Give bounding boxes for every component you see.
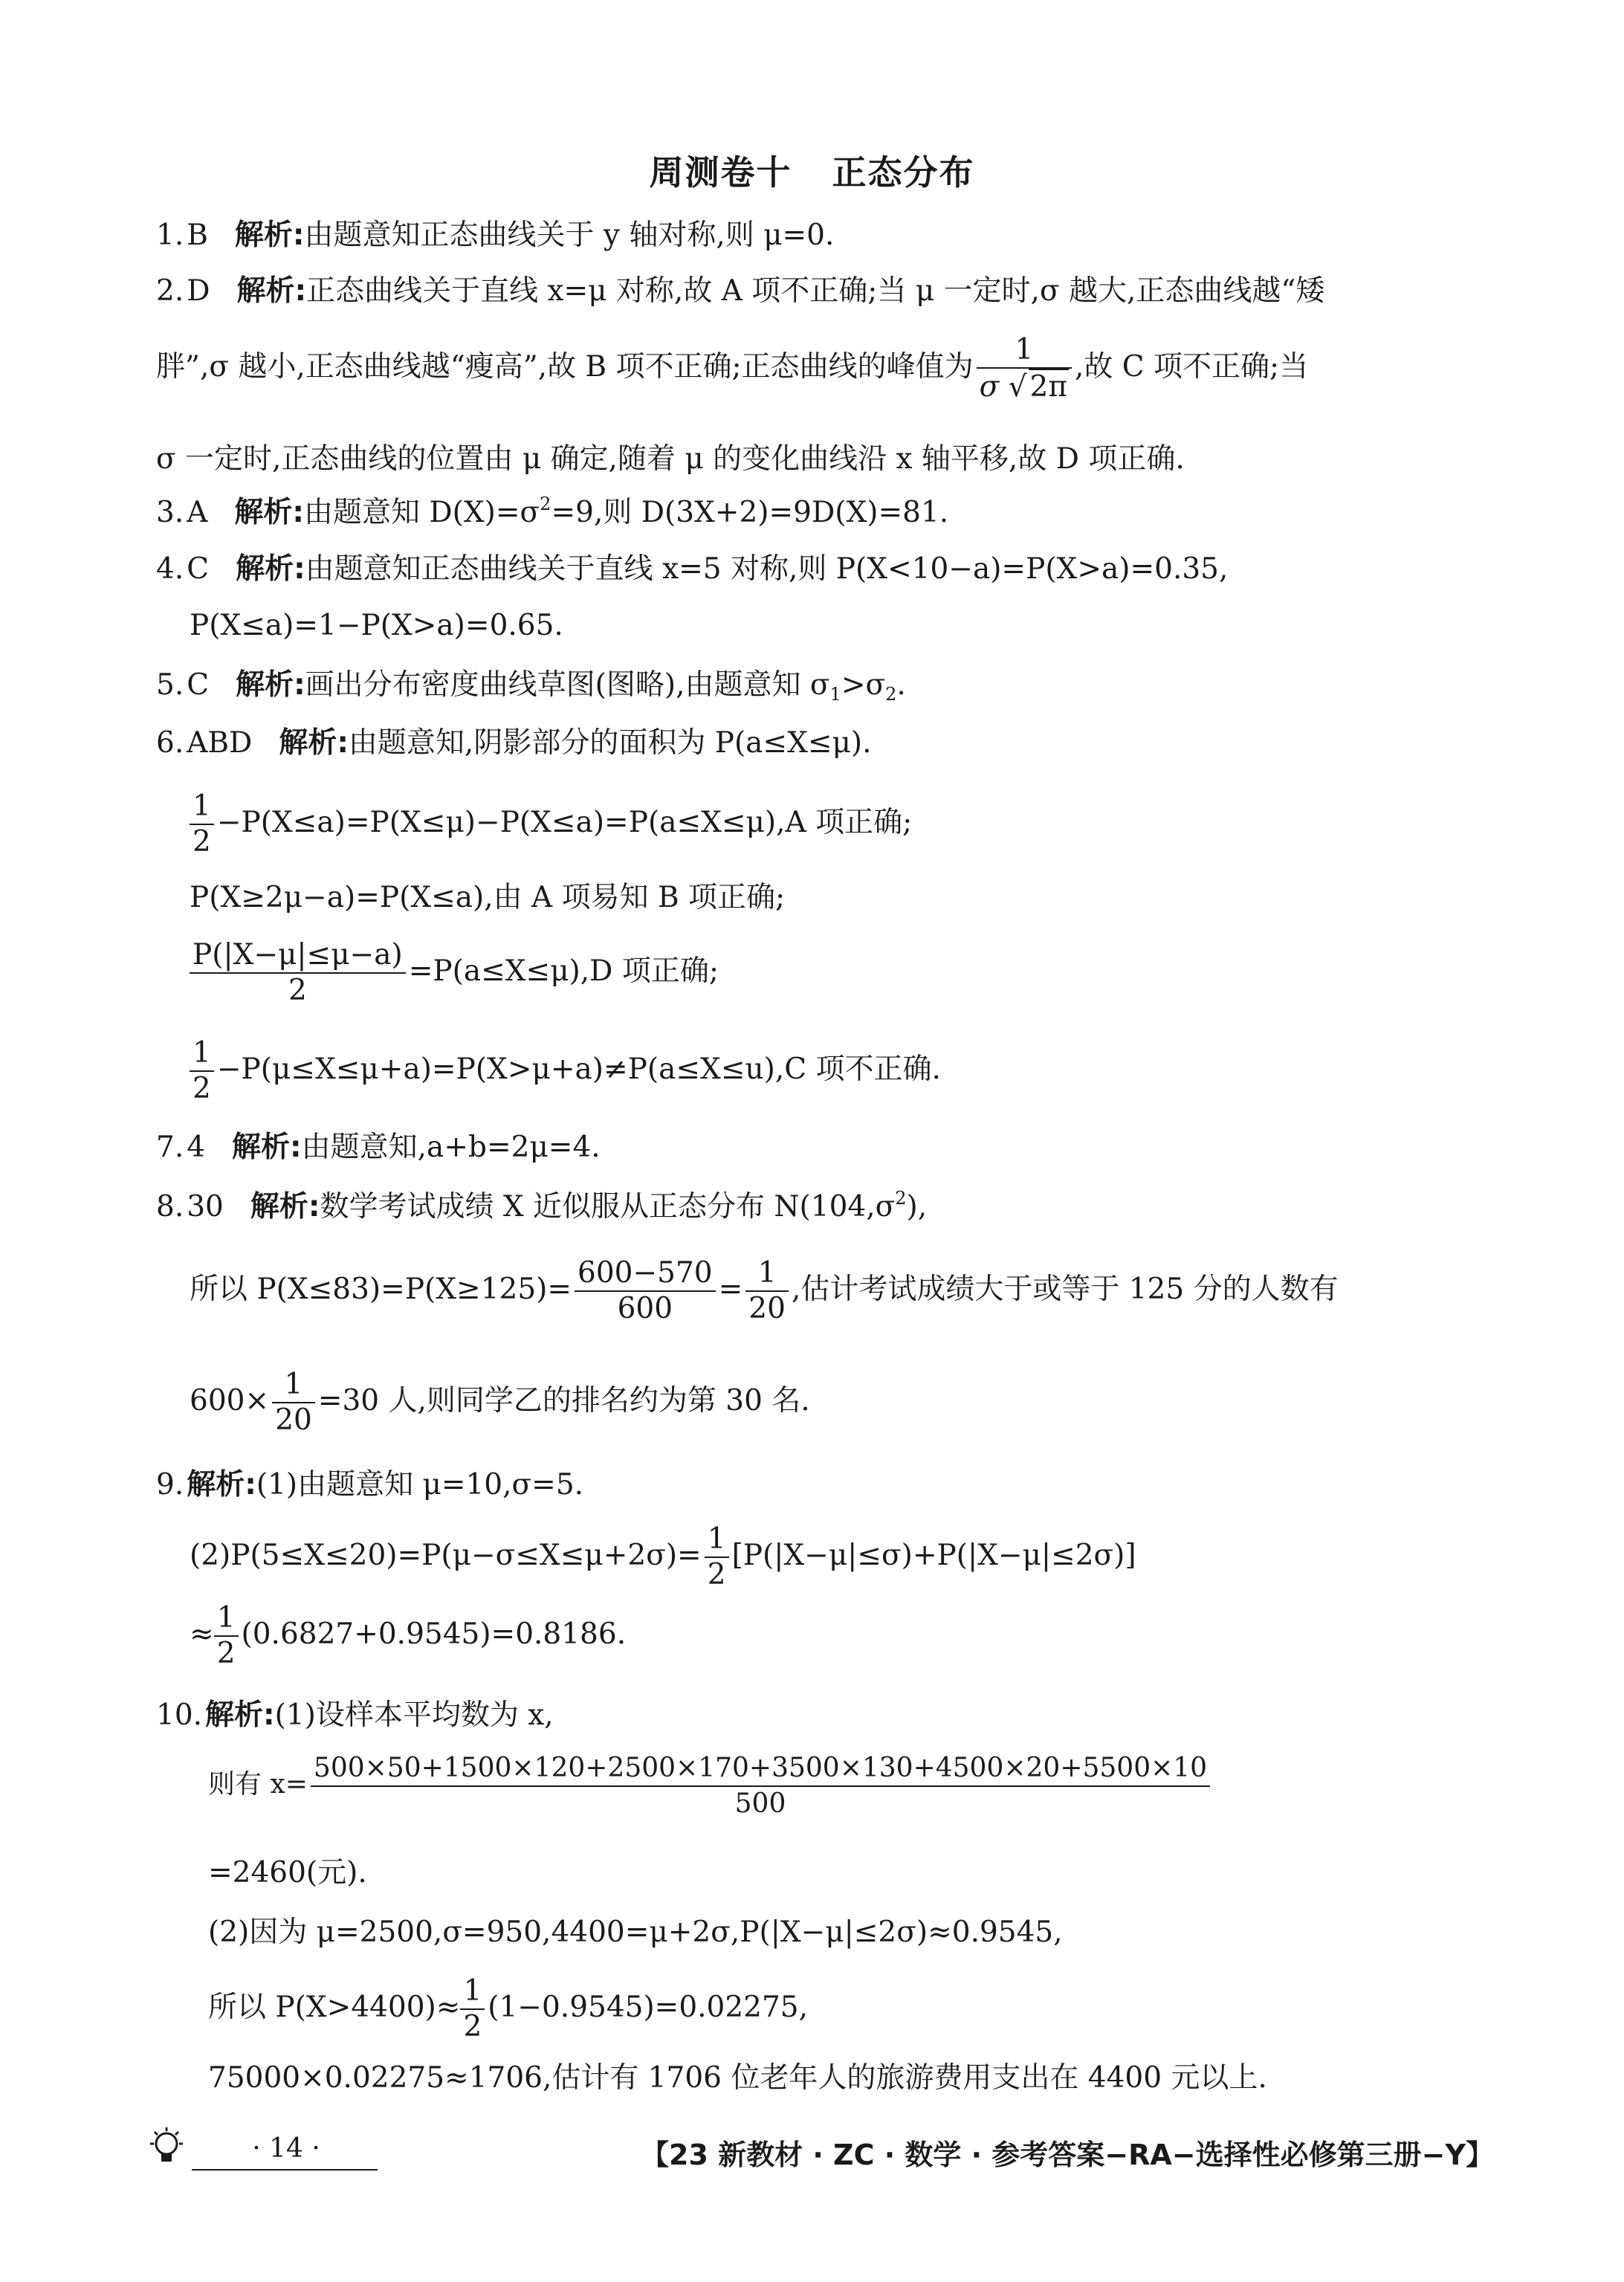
- answer-9-line-3: ≈ $\frac{1}{2}$ (0.6827+0.9545)=0.8186.: [190, 1601, 627, 1670]
- answer-2-line-2: 胖”,σ 越小,正态曲线越“瘦高”,故 B 项不正确;正态曲线的峰值为 $\frac{1}{\sigma √ 2\pi}$ ,故 C 项不正确;当: [156, 333, 1309, 404]
- answer-9: 9. 解析:(1)由题意知 μ=10,σ=5.: [156, 1468, 584, 1502]
- answer-6-line-c: $\frac{1}{2}$ −P(μ≤X≤μ+a)=P(X>μ+a)≠P(a≤X≤u),C 项不正确.: [190, 1036, 1490, 1106]
- analysis-label: 解析:: [234, 219, 305, 252]
- answer-10-probability: 所以 P(X>4400)≈ $\frac{1}{2}$ (1−0.9545)=0.02275,: [208, 1974, 809, 2043]
- answer-6-line-d: $\frac{P(|X-\mu|\le\mu-a)}{2}$ =P(a≤X≤μ),D 项正确;: [190, 938, 1490, 1008]
- peak-fraction: $\frac{1}{\sigma √ 2\pi}$: [977, 333, 1072, 404]
- answer-9-line-2: (2)P(5≤X≤20)=P(μ−σ≤X≤μ+2σ)= $\frac{1}{2}$ [P(|X−μ|≤σ)+P(|X−μ|≤2σ)]: [190, 1522, 1136, 1591]
- answer-10-mean-formula: 则有 x= $\frac{500\times 50+1500\times 120+2500\times 170+3500\times 130+4500\times 20+5500\times 10}{500}$: [208, 1751, 1490, 1821]
- answer-4-line-2: P(X≤a)=1−P(X>a)=0.65.: [190, 609, 563, 642]
- answer-2: 2. D 解析:正态曲线关于直线 x=μ 对称,故 A 项不正确;当 μ 一定时,σ 越大,正态曲线越“矮: [156, 274, 1325, 308]
- answer-10-conclusion: 75000×0.02275≈1706,估计有 1706 位老年人的旅游费用支出在 4400 元以上.: [208, 2061, 1267, 2095]
- page-number-underline: [192, 2169, 378, 2171]
- answer-6-line-a: $\frac{1}{2}$ −P(X≤a)=P(X≤μ)−P(X≤a)=P(a≤X≤μ),A 项正确;: [190, 789, 1490, 859]
- answer-2-line-3: σ 一定时,正态曲线的位置由 μ 确定,随着 μ 的变化曲线沿 x 轴平移,故 D 项正确.: [156, 442, 1185, 476]
- answer-8-line-2: 所以 P(X≤83)=P(X≥125)= $\frac{600-570}{600}$ = $\frac{1}{20}$ ,估计考试成绩大于或等于 125 分的人数有: [190, 1256, 1339, 1325]
- page-number: · 14 ·: [252, 2133, 320, 2164]
- title-main: 周测卷十: [649, 152, 792, 193]
- answer-6-line-b: P(X≥2μ−a)=P(X≤a),由 A 项易知 B 项正确;: [190, 881, 786, 914]
- answer-7: 7. 4 解析:由题意知,a+b=2μ=4.: [156, 1131, 601, 1164]
- answer-8: 8. 30 解析:数学考试成绩 X 近似服从正态分布 $N(104,\sigma^2)$,: [156, 1188, 928, 1224]
- page-title: [0, 146, 1624, 195]
- answer-6: 6. ABD 解析:由题意知,阴影部分的面积为 P(a≤X≤μ).: [156, 726, 872, 760]
- answer-4: 4. C 解析:由题意知正态曲线关于直线 x=5 对称,则 P(X<10−a)=P(X>a)=0.35,: [156, 552, 1229, 586]
- answer-10-part-2: (2)因为 μ=2500,σ=950,4400=μ+2σ,P(|X−μ|≤2σ)≈0.9545,: [208, 1916, 1063, 1949]
- answer-10-mean-result: =2460(元).: [208, 1856, 367, 1890]
- lightbulb-icon: [146, 2126, 187, 2171]
- answer-10: 10. 解析:(1)设样本平均数为 x,: [156, 1698, 554, 1732]
- title-sub: 正态分布: [832, 152, 975, 193]
- answer-5: 5. C 解析:画出分布密度曲线草图(图略),由题意知 $\sigma_1>\sigma_2$.: [156, 668, 906, 705]
- answer-1: 1. B 解析:由题意知正态曲线关于 y 轴对称,则 μ=0.: [156, 219, 835, 252]
- answer-8-line-3: 600× $\frac{1}{20}$ =30 人,则同学乙的排名约为第 30 名.: [190, 1368, 810, 1437]
- book-code: 【23 新教材 · ZC · 数学 · 参考答案−RA−选择性必修第三册−Y】: [641, 2139, 1494, 2171]
- answer-3: 3. A 解析:由题意知 $D(X)=\sigma^2=9$,则 D(3X+2)=9D(X)=81.: [156, 494, 949, 529]
